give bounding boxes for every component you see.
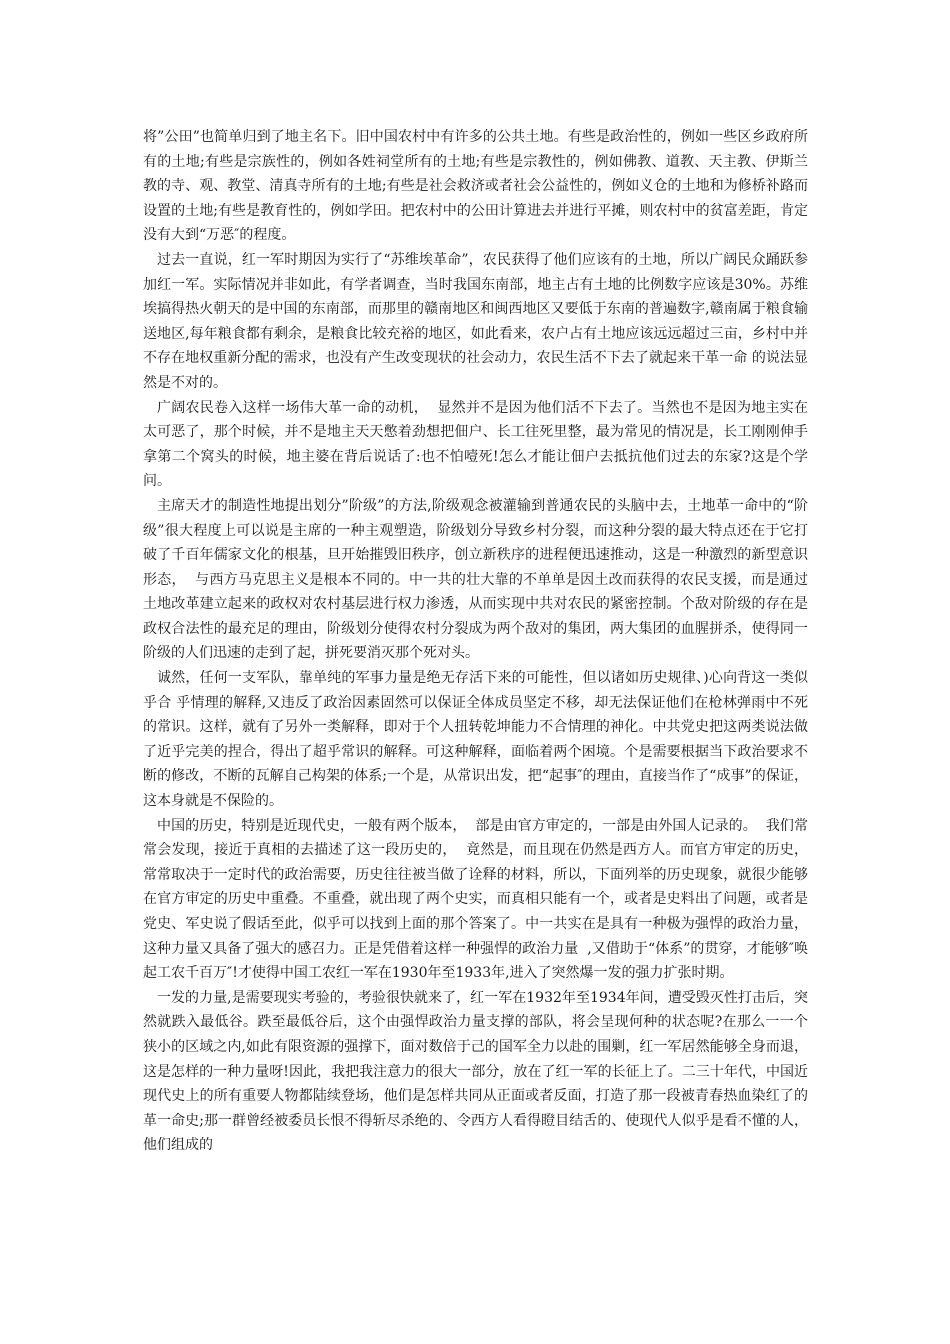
- paragraph-5: 诚然，任何一支军队，靠单纯的军事力量是绝无存活下来的可能性，但以诸如历史规律、)心向背这一类似乎合 乎情理的解释,又违反了政治因素固然可以保证全体成员坚定不移，却无法保证他们在枪林弹雨中不死的常识。这样，就有了另外一类解释，即对于个人扭转乾坤能力不合情理的神化。中共党史把这两类说法做了近乎完美的捏合，得出了超乎常识的解释。可这种解释，面临着两个困境。个是需要根据当下政治要求不断的修改，不断的瓦解自己构架的体系;一个是，从常识出发，把“起事″的理由，直接当作了“成事”的保证，这本身就是不保险的。: [143, 670, 808, 810]
- document-body: [143, 125, 808, 1158]
- paragraph-7: 一发的力量,是需要现实考验的，考验很快就来了，红一军在1932年至1934年间，遭受毁灭性打击后，突然就跌入最低谷。跌至最低谷后，这个由强悍政治力量支撑的部队，将会呈现何种的状态呢?在那么一一个狭小的区域之内,如此有限资源的强撑下，面对数倍于己的国军全力以赴的围剿，红一军居然能够全身而退，这是怎样的一种力量呀!因此，我把我注意力的很大一部分，放在了红一军的长征上了。二三十年代，中国近现代史上的所有重要人物都陆续登场，他们是怎样共同从正面或者反面，打造了那一段被青春热血染红了的革一命史;那一群曾经被委员长恨不得斩尽杀绝的、令西方人看得瞪目结舌的、使现代人似乎是看不懂的人，他们组成的: [143, 989, 808, 1154]
- paragraph-1: 将”公田”也简单归到了地主名下。旧中国农村中有许多的公共土地。有些是政治性的，例如一些区乡政府所有的土地;有些是宗族性的，例如各姓祠堂所有的土地;有些是宗教性的，例如佛教、道教、天主教、伊斯兰教的寺、观、教堂、清真寺所有的土地;有些是社会救济或者社会公益性的，例如义仓的土地和为修桥补路而设置的土地;有些是教育性的，例如学田。把农村中的公田计算进去并进行平摊，则农村中的贫富差距，肯定没有大到“万恶″的程度。: [143, 129, 808, 244]
- paragraph-2: 过去一直说，红一军时期因为实行了“苏维埃革命”，农民获得了他们应该有的土地，所以广阔民众踊跃参加红一军。实际情况并非如此，有学者调查，当时我国东南部，地主占有土地的比例数字应该是30%。苏维埃搞得热火朝天的是中国的东南部，而那里的赣南地区和闽西地区又要低于东南的普遍数字,赣南属于粮食输送地区,每年粮食都有剩余，是粮食比较充裕的地区，如此看来，农户占有土地应该远远超过三亩，乡村中并不存在地权重新分配的需求，也没有产生改变现状的社会动力，农民生活不下去了就起来干革一命 的说法显然是不对的。: [143, 251, 808, 391]
- paragraph-3: 广阔农民卷入这样一场伟大革一命的动机， 显然并不是因为他们活不下去了。当然也不是因为地主实在太可恶了，那个时候，并不是地主天天憋着劲想把佃户、长工往死里整，最为常见的情况是，长工刚刚伸手拿第二个窝头的时候，地主婆在背后说话了:也不怕噎死!怎么才能让佃户去抵抗他们过去的东家?这是个学问。: [143, 399, 808, 490]
- paragraph-4: 主席天才的制造性地提出划分”阶级”的方法,阶级观念被灌输到普通农民的头脑中去，土地革一命中的“阶级”很大程度上可以说是主席的一种主观塑造，阶级划分导致乡村分裂，而这种分裂的最大特点还在于它打破了千百年儒家文化的根基，旦开始摧毁旧秩序，创立新秩序的进程便迅速推动，这是一种激烈的新型意识形态， 与西方马克思主义是根本不同的。中一共的壮大靠的不单单是因土改而获得的农民支援，而是通过土地改革建立起来的政权对农村基层进行权力渗透，从而实现中共对农民的紧密控制。个敌对阶级的存在是政权合法性的最充足的理由，阶级划分使得农村分裂成为两个敌对的集团，两大集团的血腥拼杀，使得同一阶级的人们迅速的走到了起，拼死要消灭那个死对头。: [143, 497, 808, 662]
- paragraph-6: 中国的历史，特别是近现代史，一般有两个版本， 部是由官方审定的，一部是由外国人记录的。 我们常常会发现，接近于真相的去描述了这一段历史的， 竟然是，而且现在仍然是西方人。而官方审定的历史，常常取决于一定时代的政治需要，历史往往被当做了诠释的材料，所以，下面列举的历史现象，就很少能够在官方审定的历史中重叠。不重叠，就出现了两个史实，而真相只能有一个，或者是史料出了问题，或者是党史、军史说了假话至此，似乎可以找到上面的那个答案了。中一共实在是具有一种极为强悍的政治力量，这种力量又具备了强大的感召力。正是凭借着这样一种强悍的政治力量 ,又借助于“体系”的贯穿，才能够″唤起工农千百万″!才使得中国工农红一军在1930年至1933年,进入了突然爆一发的强力扩张时期。: [143, 817, 808, 982]
